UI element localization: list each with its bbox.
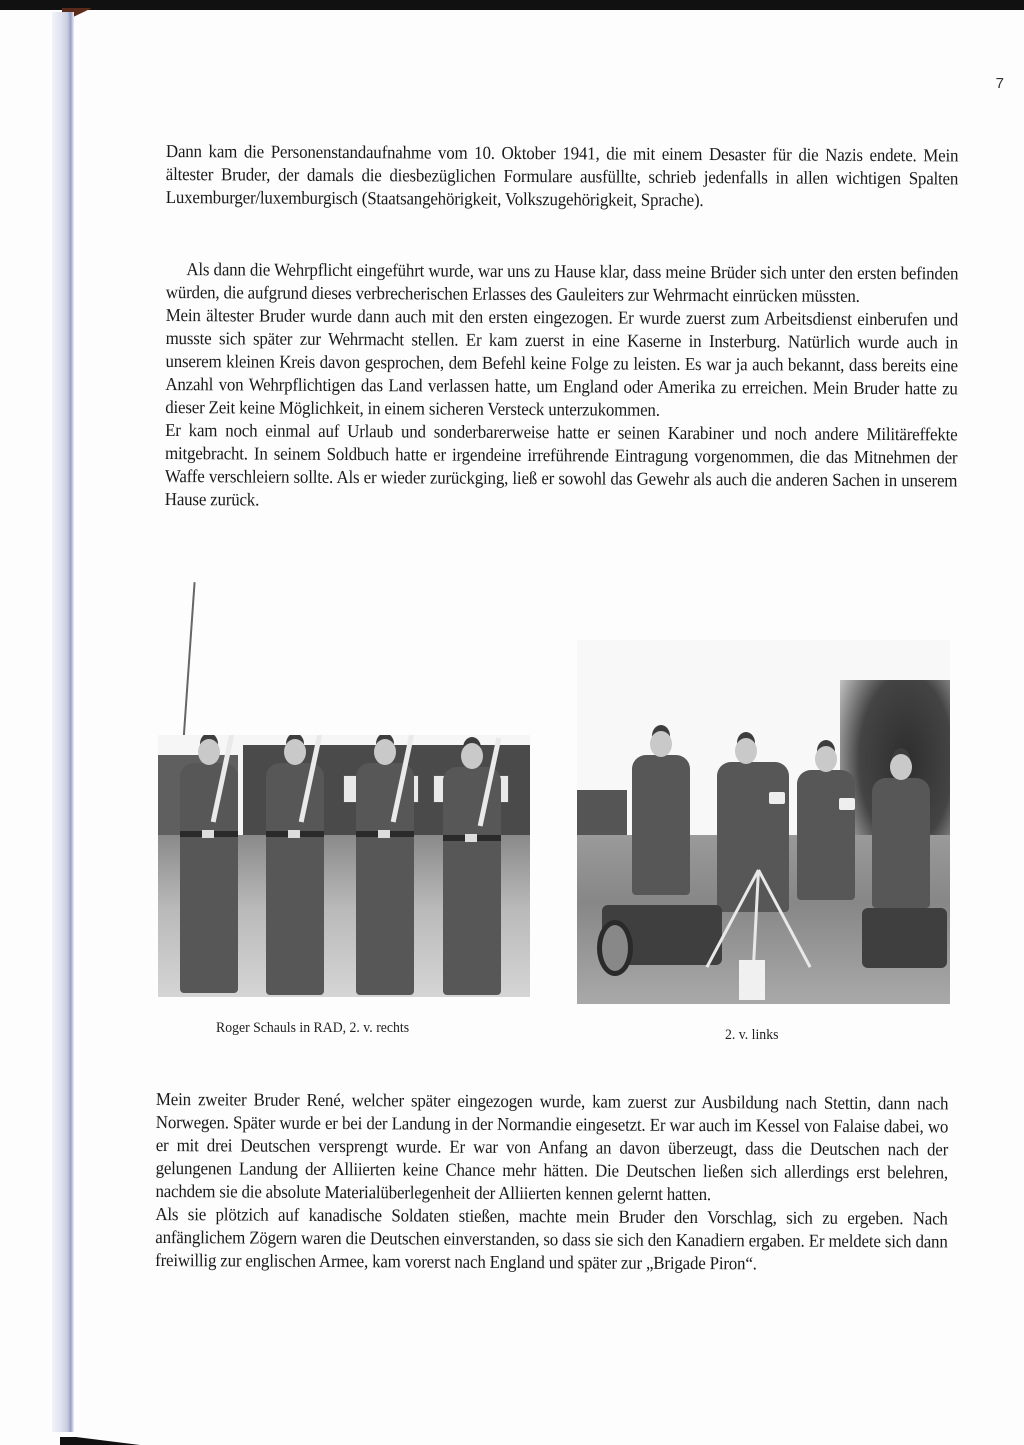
paragraph: Als dann die Wehrpflicht eingeführt wurde, war uns zu Hause klar, dass meine Brüder sich unter den ersten befinden würden, die aufgrund dieses verbrecherischen Erlasses des Gauleiters zur Wehrmacht einrücken müssten. <box>165 259 959 306</box>
photo-seated-group <box>577 640 950 1004</box>
photo-shovel-blade <box>739 960 765 1000</box>
photo-1-spade-pole <box>182 582 195 742</box>
page-number: 7 <box>995 75 1004 92</box>
text-block-bottom <box>155 1088 948 1276</box>
photo-caption-left: Roger Schauls in RAD, 2. v. rechts <box>216 1020 410 1036</box>
photo-soldier <box>632 755 690 895</box>
scan-bottom-edge <box>60 1437 140 1445</box>
photo-wheel <box>597 920 633 976</box>
paragraph: Er kam noch einmal auf Urlaub und sonderbarerweise hatte er seinen Karabiner und noch andere Militäreffekte mitgebracht. In seinem Soldbuch hatte er irgendeine irreführende Eintragung vorgenommen, die das Mitnehmen der Waffe verschleiern sollte. Als er wieder zurückging, ließ er sowohl das Gewehr als auch die anderen Sachen in unserem Hause zurück. <box>164 419 958 510</box>
text-block-middle <box>165 258 959 515</box>
paragraph: Mein zweiter Bruder René, welcher später eingezogen wurde, kam zuerst zur Ausbildung nach Stettin, dann nach Norwegen. Später wurde er bei der Landung in der Normandie eingesetzt. Er war auch im Kessel von Falaise dabei, wo er mit drei Deutschen versprengt wurde. Er war von Anfang an davon überzeugt, dass die Deutschen nach der gelungenen Landung der Alliierten keine Chance mehr hätten. Die Deutschen ließen sich allerdings erst belehren, nachdem sie die absolute Materialüberlegenheit der Alliierten kennen gelernt hatten. <box>155 1089 949 1205</box>
paragraph: Dann kam die Personenstandaufnahme vom 10. Oktober 1941, die mit einem Desaster für die Nazis endete. Mein ältester Bruder, der damals die diesbezüglichen Formulare ausfüllte, schrieb jedenfalls in allen wichtigen Spalten Luxemburger/luxemburgisch (Staatsangehörigkeit, Volkszugehörigkeit, Sprache). <box>165 140 959 211</box>
scan-top-edge <box>0 0 1024 10</box>
photo-soldier <box>872 778 930 908</box>
paragraph: Mein ältester Bruder wurde dann auch mit den ersten eingezogen. Er wurde zuerst zum Arbeitsdienst einberufen und musste sich später zur Wehrmacht stellen. Er kam zuerst in eine Kaserne in Insterburg. Natürlich wurde auch in unserem kleinen Kreis davon gesprochen, dem Befehl keine Folge zu leisten. Es war ja auch bekannt, dass bereits eine Anzahl von Wehrpflichtigen das Land verlassen hatte, um England oder Amerika zu erreichen. Mein Bruder hatte zu dieser Zeit keine Möglichkeit, in einem sicheren Versteck unterzukommen. <box>165 304 959 420</box>
photo-soldier <box>443 767 501 995</box>
book-spine <box>52 12 74 1432</box>
photo-soldier <box>717 762 789 912</box>
paragraph: Als sie plötzich auf kanadische Soldaten stießen, machte mein Bruder den Vorschlag, sich zu ergeben. Nach anfänglichem Zögern waren die Deutschen einverstanden, so dass sie sich den Kanadiern ergaben. Er meldete sich dann freiwillig zur englischen Armee, kam vorerst nach England und später zur „Brigade Piron“. <box>155 1203 948 1274</box>
photo-soldier <box>266 763 324 995</box>
photo-caption-right: 2. v. links <box>725 1027 779 1043</box>
photo-soldier <box>180 763 238 993</box>
text-block-top <box>166 140 959 213</box>
photo-wheelbarrow <box>862 908 947 968</box>
photo-rad-group <box>158 735 530 997</box>
photo-soldier <box>797 770 855 900</box>
photo-soldier <box>356 763 414 995</box>
